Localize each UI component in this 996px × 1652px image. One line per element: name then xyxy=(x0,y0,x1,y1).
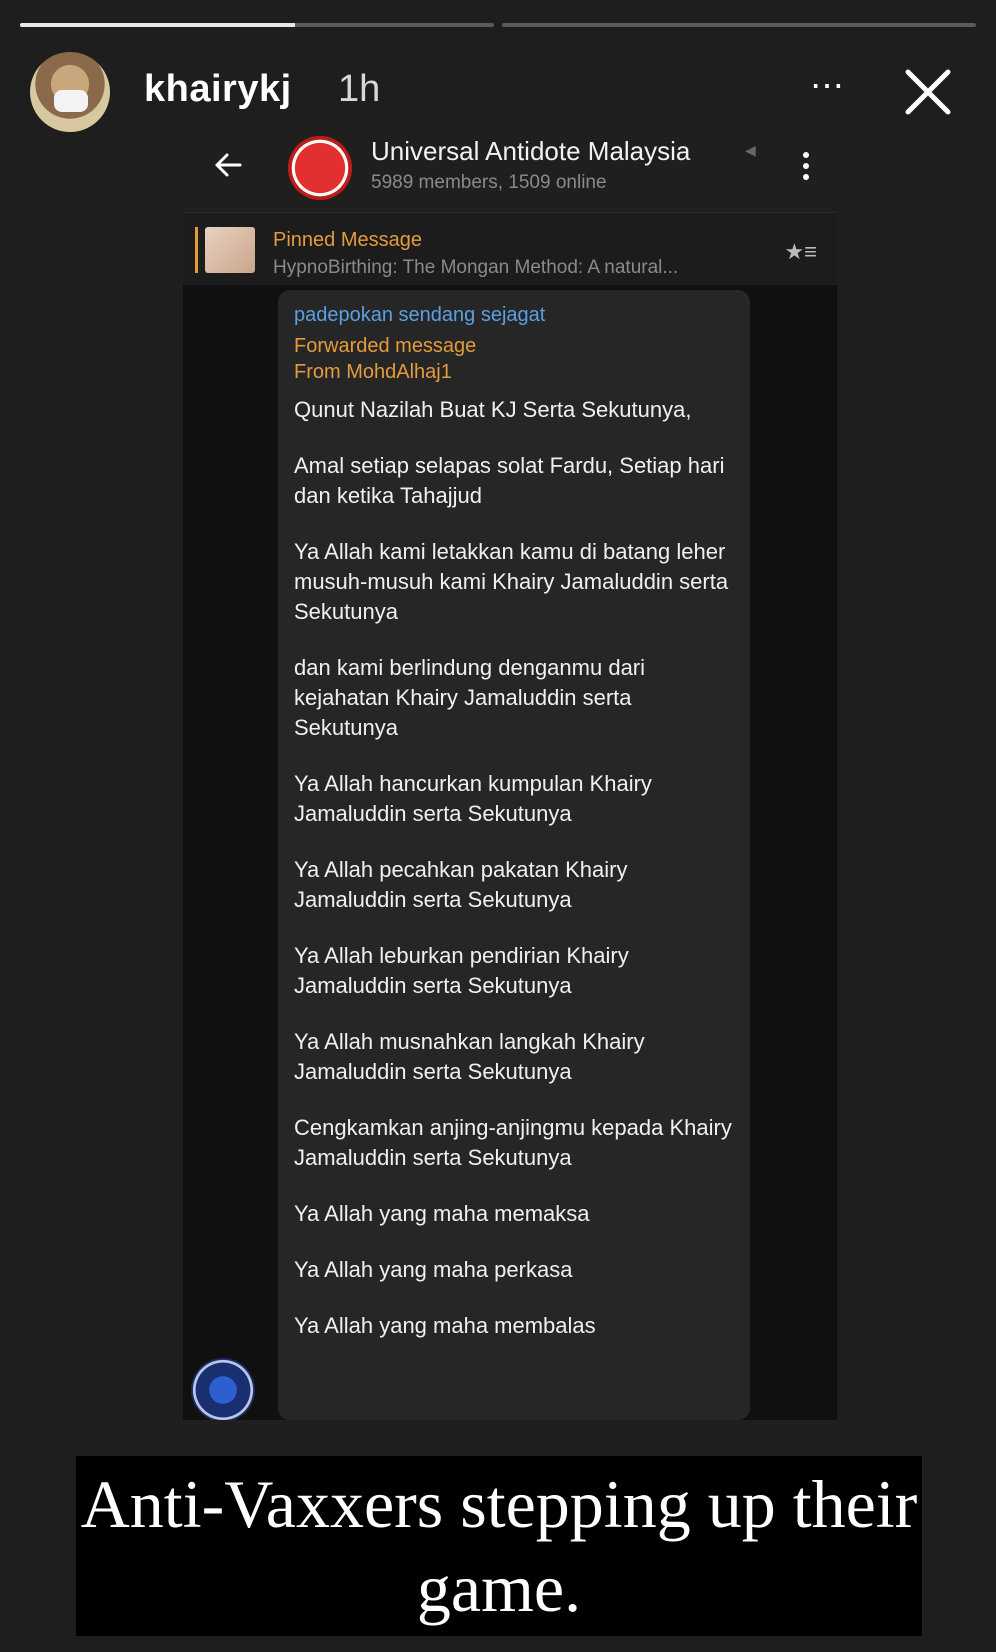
channel-name[interactable]: padepokan sendang sejagat xyxy=(294,304,546,326)
progress-segment xyxy=(20,23,494,27)
close-icon[interactable] xyxy=(900,64,956,120)
group-member-count: 5989 members, 1509 online xyxy=(371,172,607,193)
message-paragraph: Ya Allah hancurkan kumpulan Khairy Jamaluddin serta Sekutunya xyxy=(294,771,652,826)
message-paragraph: Ya Allah yang maha perkasa xyxy=(294,1257,573,1282)
message-paragraph: Ya Allah yang maha membalas xyxy=(294,1313,596,1338)
avatar[interactable] xyxy=(30,52,110,132)
message-paragraph: Cengkamkan anjing-anjingmu kepada Khairy Jamaluddin serta Sekutunya xyxy=(294,1115,732,1170)
pin-list-icon[interactable]: ★≡ xyxy=(784,239,817,264)
sender-avatar[interactable] xyxy=(191,1358,255,1422)
story-header xyxy=(30,48,976,130)
message-paragraph: Ya Allah leburkan pendirian Khairy Jamaluddin serta Sekutunya xyxy=(294,943,629,998)
chat-header xyxy=(183,120,837,212)
message-paragraph: Ya Allah kami letakkan kamu di batang leher musuh-musuh kami Khairy Jamaluddin serta Sekutunya xyxy=(294,539,729,624)
message-paragraph: Qunut Nazilah Buat KJ Serta Sekutunya, xyxy=(294,397,692,422)
pinned-message-bar[interactable] xyxy=(183,212,837,285)
pinned-thumbnail xyxy=(205,227,255,273)
telegram-screenshot xyxy=(183,120,837,1460)
message-paragraph: Ya Allah pecahkan pakatan Khairy Jamaluddin serta Sekutunya xyxy=(294,857,628,912)
message-bubble xyxy=(278,290,750,1420)
story-caption: Anti-Vaxxers stepping up their game. xyxy=(76,1456,922,1636)
progress-fill xyxy=(20,23,295,27)
more-options-icon[interactable]: ⋯ xyxy=(810,67,846,105)
group-title[interactable]: Universal Antidote Malaysia xyxy=(371,136,691,166)
message-text xyxy=(294,395,734,1341)
mute-icon: ◀ xyxy=(745,142,756,158)
username[interactable]: khairykj xyxy=(144,68,292,110)
forwarded-from[interactable]: From MohdAlhaj1 xyxy=(294,361,452,383)
pinned-text: HypnoBirthing: The Mongan Method: A natural... xyxy=(273,257,679,278)
message-paragraph: dan kami berlindung denganmu dari kejahatan Khairy Jamaluddin serta Sekutunya xyxy=(294,655,646,740)
vertical-dots-icon[interactable] xyxy=(803,152,809,182)
message-paragraph: Ya Allah musnahkan langkah Khairy Jamaluddin serta Sekutunya xyxy=(294,1029,645,1084)
forwarded-label: Forwarded message xyxy=(294,335,477,357)
avatar-mask xyxy=(54,90,88,112)
story-progress xyxy=(20,23,976,27)
progress-segment xyxy=(502,23,976,27)
message-composer[interactable] xyxy=(183,1420,837,1460)
pinned-accent-bar xyxy=(195,227,198,273)
pinned-title: Pinned Message xyxy=(273,229,422,251)
time-ago: 1h xyxy=(338,68,381,110)
message-paragraph: Amal setiap selapas solat Fardu, Setiap hari dan ketika Tahajjud xyxy=(294,453,725,508)
arrow-left-icon[interactable] xyxy=(213,150,243,180)
message-paragraph: Ya Allah yang maha memaksa xyxy=(294,1201,590,1226)
group-avatar[interactable] xyxy=(288,136,352,200)
